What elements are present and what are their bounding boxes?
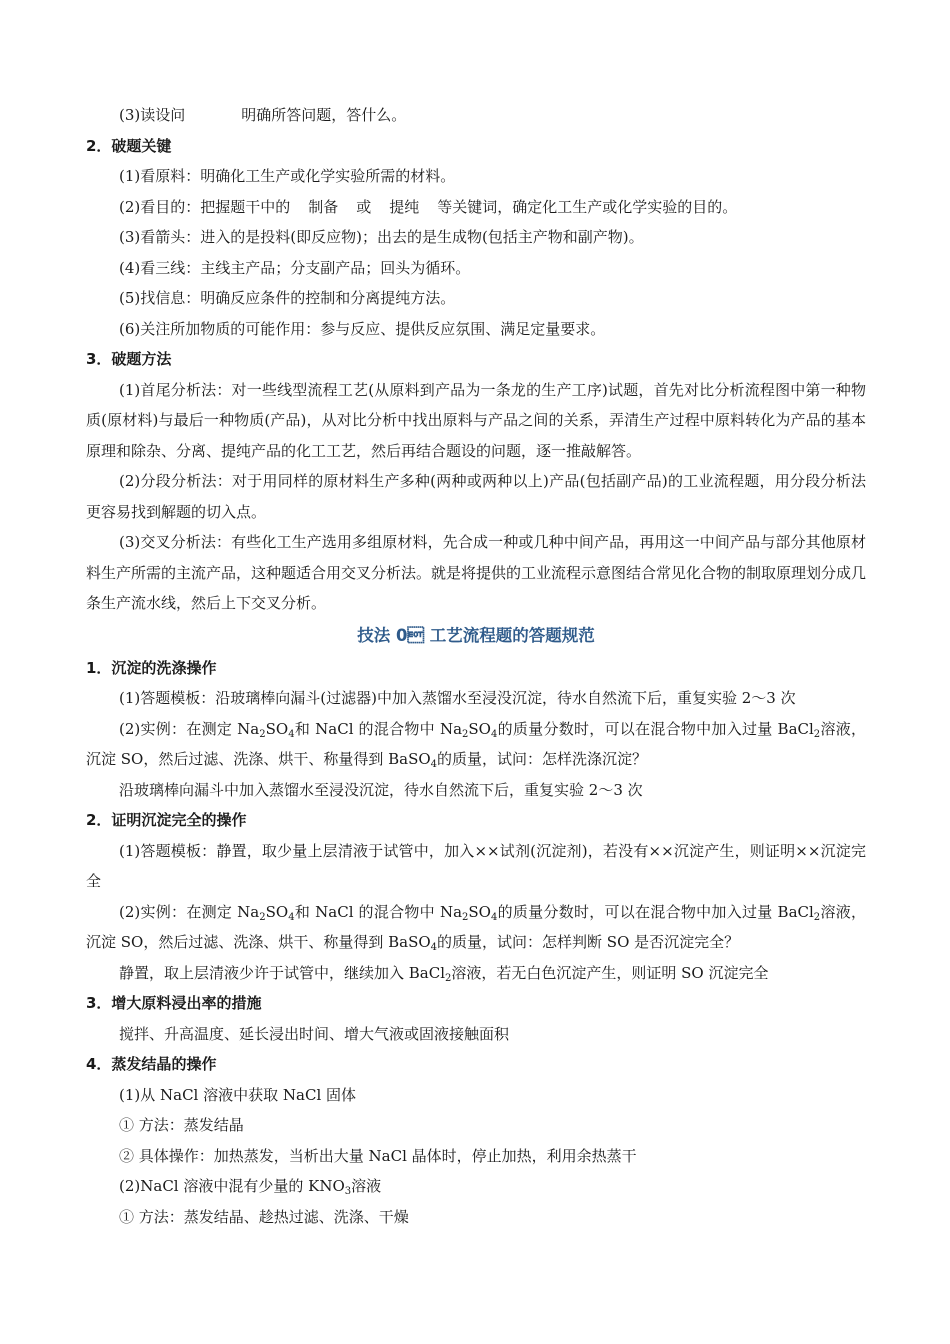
paragraph-segment-analysis: (2)分段分析法：对于用同样的原材料生产多种(两种或两种以上)产品(包括副产品)的工业流程题，用分段分析法更容易找到解题的切入点。 <box>86 472 866 521</box>
list-item: ① 方法：蒸发结晶、趁热过滤、洗涤、干燥 <box>119 1207 409 1226</box>
block-heading-complete-precipitation: 2．证明沉淀完全的操作 <box>86 811 247 829</box>
block-heading-leaching: 3．增大原料浸出率的措施 <box>86 994 262 1012</box>
read-question-step: (3)读设问 明确所答问题，答什么。 <box>119 106 407 124</box>
block-heading-evaporation: 4．蒸发结晶的操作 <box>86 1055 217 1073</box>
list-item: (2)NaCl 溶液中混有少量的 $KNO_3$溶液 <box>119 1177 382 1197</box>
list-item: ② 具体操作：加热蒸发，当析出大量 NaCl 晶体时，停止加热，利用余热蒸干 <box>119 1146 637 1165</box>
section-heading-methods: 3．破题方法 <box>86 350 172 368</box>
section-heading-key-points: 2．破题关键 <box>86 136 172 155</box>
list-item: (5)找信息：明确反应条件的控制和分离提纯方法。 <box>119 289 456 307</box>
document-page <box>86 100 866 1232</box>
list-item: (1)看原料：明确化工生产或化学实验所需的材料。 <box>119 167 456 185</box>
paragraph-head-tail-analysis: (1)首尾分析法：对一些线型流程工艺(从原料到产品为一条龙的生产工序)试题，首先对比分析流程图中第一种物质(原材料)与最后一种物质(产品)，从对比分析中找出原料与产品之间的关系，弄清生产过程中原料转化为产品的基本原理和除杂、分离、提纯产品的化工工艺，然后再结合题设的问题，逐一推敲解答。 <box>86 380 866 460</box>
list-item: (6)关注所加物质的可能作用：参与反应、提供反应氛围、满足定量要求。 <box>119 319 606 338</box>
example-answer: 沿玻璃棒向漏斗中加入蒸馏水至浸没沉淀，待水自然流下后，重复实验 2～3 次 <box>119 780 643 799</box>
list-item: (1)从 NaCl 溶液中获取 NaCl 固体 <box>119 1085 357 1104</box>
leaching-measures: 搅拌、升高温度、延长浸出时间、增大气液或固液接触面积 <box>119 1024 510 1043</box>
answer-template: (1)答题模板：沿玻璃棒向漏斗(过滤器)中加入蒸馏水至浸没沉淀，待水自然流下后，重复实验 2～3 次 <box>119 689 796 707</box>
list-item: (2)看目的：把握题干中的 制备 或 提纯 等关键词，确定化工生产或化学实验的目的。 <box>119 197 738 216</box>
list-item: (3)看箭头：进入的是投料(即反应物)；出去的是生成物(包括主产物和副产物)。 <box>119 228 644 246</box>
example-paragraph: (2)实例：在测定 $Na_2SO_4$和 NaCl 的混合物中 $Na_2SO_4$的质量分数时，可以在混合物中加入过量 BaCl$_2$溶液，沉淀 SO，然后过滤、洗涤、烘干、称量得到 BaSO$_4$的质量，试问：怎样洗涤沉淀？ <box>86 719 866 770</box>
example-answer: 静置，取上层清液少许于试管中，继续加入 BaCl$_2$溶液，若无白色沉淀产生，则证明 SO 沉淀完全 <box>119 963 769 984</box>
answer-template: (1)答题模板：静置，取少量上层清液于试管中，加入××试剂(沉淀剂)，若没有××沉淀产生，则证明××沉淀完全 <box>86 841 866 890</box>
example-paragraph: (2)实例：在测定 $Na_2SO_4$和 NaCl 的混合物中 $Na_2SO_4$的质量分数时，可以在混合物中加入过量 BaCl$_2$溶液，沉淀 SO，然后过滤、洗涤、烘干、称量得到 BaSO$_4$的质量，试问：怎样判断 SO 是否沉淀完全？ <box>86 902 866 953</box>
section-title: 技法 0 工艺流程题的答题规范 <box>357 625 595 645</box>
list-item: ① 方法：蒸发结晶 <box>119 1116 244 1134</box>
block-heading-washing: 1．沉淀的洗涤操作 <box>86 658 217 677</box>
paragraph-cross-analysis: (3)交叉分析法：有些化工生产选用多组原材料，先合成一种或几种中间产品，再用这一中间产品与部分其他原材料生产所需的主流产品，这种题适合用交叉分析法。就是将提供的工业流程示意图结合常见化合物的制取原理划分成几条生产流水线，然后上下交叉分析。 <box>86 533 867 612</box>
list-item: (4)看三线：主线主产品；分支副产品；回头为循环。 <box>119 258 471 277</box>
